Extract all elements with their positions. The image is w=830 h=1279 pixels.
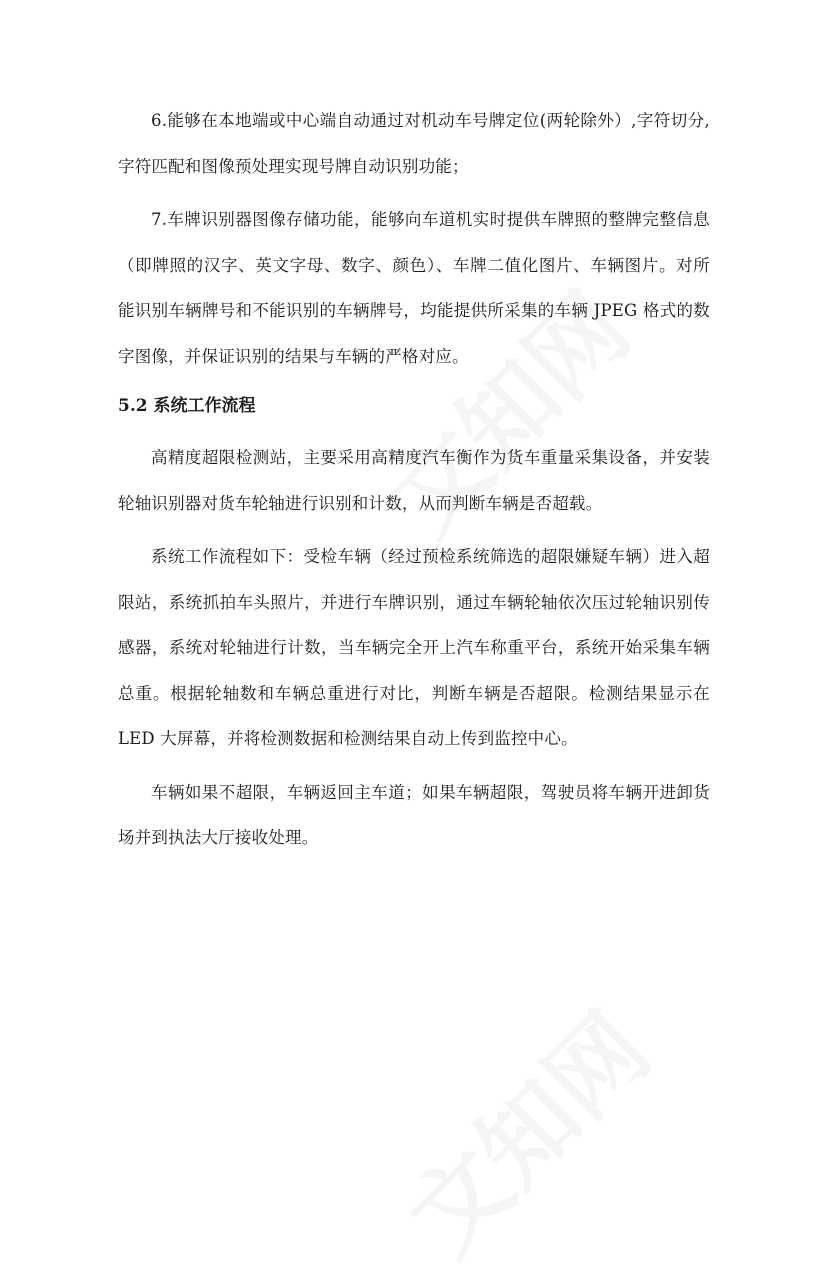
- paragraph-overview: 高精度超限检测站，主要采用高精度汽车衡作为货车重量采集设备，并安装轮轴识别器对货车轮轴进行识别和计数，从而判断车辆是否超载。: [118, 448, 710, 513]
- paragraph-outcome: 车辆如果不超限，车辆返回主车道；如果车辆超限，驾驶员将车辆开进卸货场并到执法大厅接收处理。: [118, 782, 710, 847]
- section-heading: 5.2 系统工作流程: [118, 396, 256, 416]
- watermark: [374, 978, 675, 1279]
- paragraph-item-7: 7.车牌识别器图像存储功能，能够向车道机实时提供车牌照的整牌完整信息（即牌照的汉字、英文字母、数字、颜色）、车牌二值化图片、车辆图片。对所能识别车辆牌号和不能识别的车辆牌号，均能提供所采集的车辆 JPEG 格式的数字图像，并保证识别的结果与车辆的严格对应。: [118, 210, 710, 366]
- paragraph-workflow: 系统工作流程如下：受检车辆（经过预检系统筛选的超限嫌疑车辆）进入超限站，系统抓拍车头照片，并进行车牌识别，通过车辆轮轴依次压过轮轴识别传感器，系统对轮轴进行计数，当车辆完全开上汽车称重平台，系统开始采集车辆总重。根据轮轴数和车辆总重进行对比，判断车辆是否超限。检测结果显示在 LED 大屏幕，并将检测数据和检测结果自动上传到监控中心。: [118, 547, 710, 748]
- paragraph-item-6: 6.能够在本地端或中心端自动通过对机动车号牌定位(两轮除外）,字符切分,字符匹配和图像预处理实现号牌自动识别功能；: [118, 111, 710, 176]
- document-body: [118, 98, 710, 869]
